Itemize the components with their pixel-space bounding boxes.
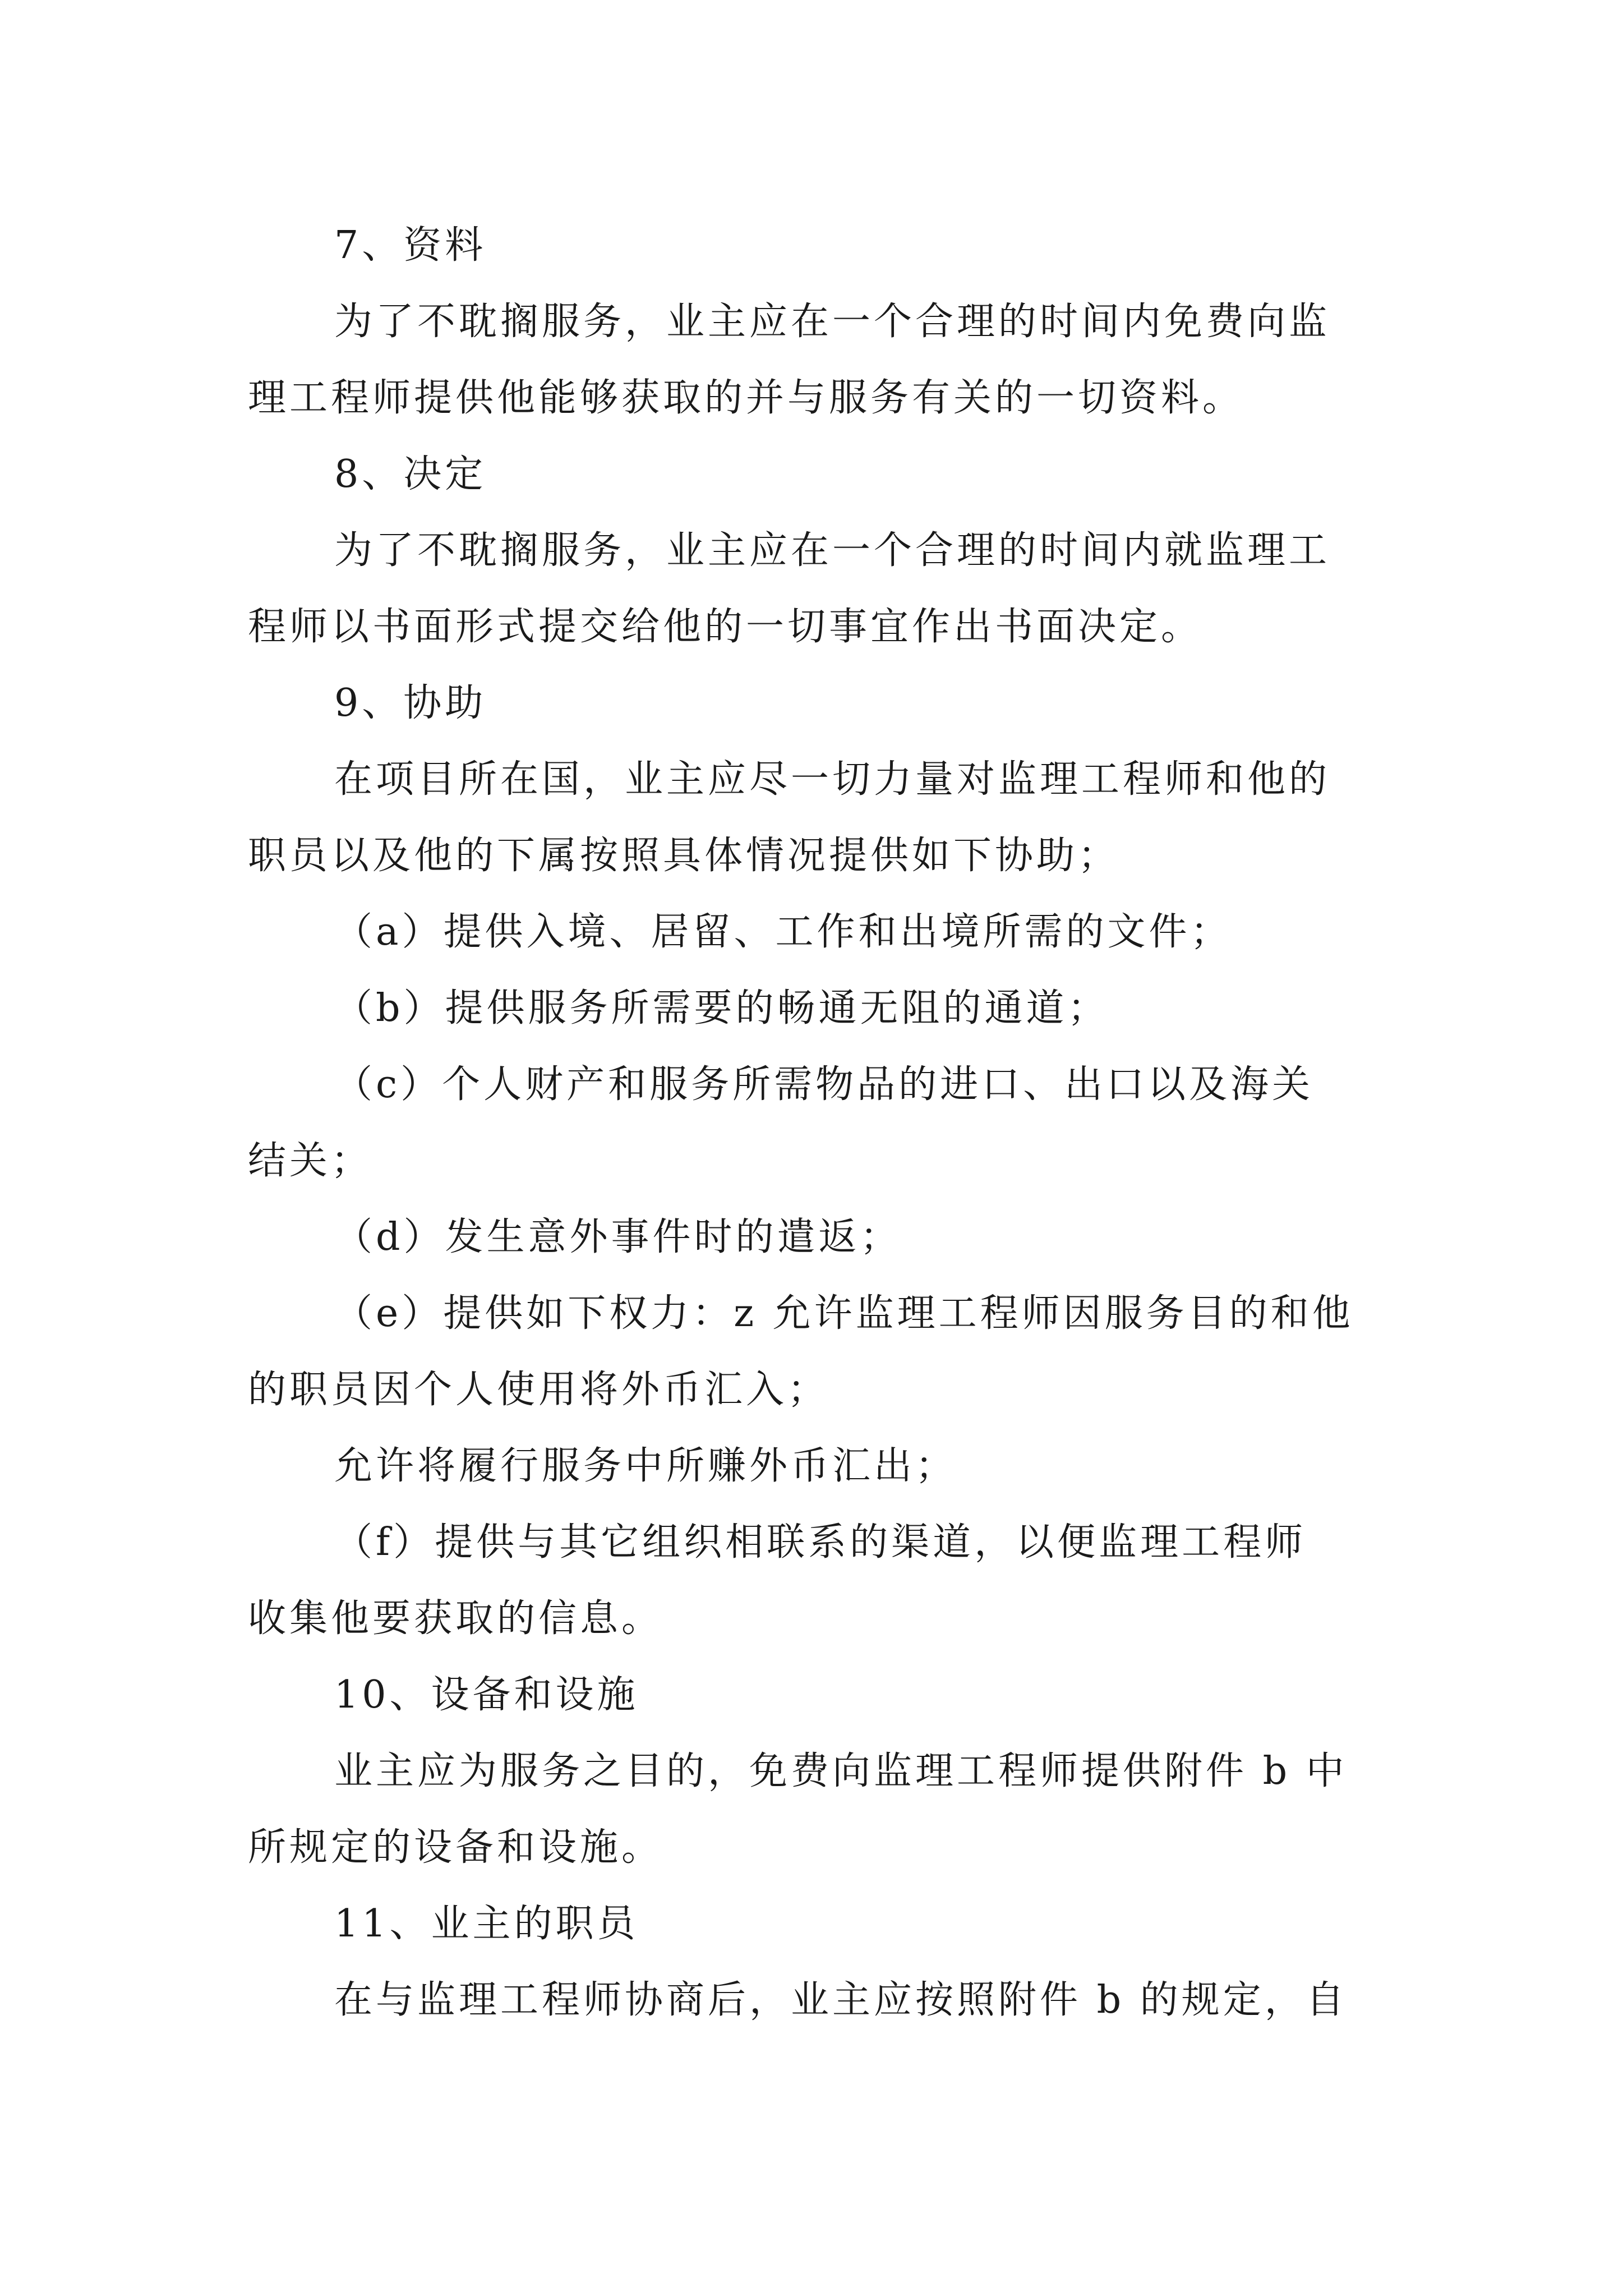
section-heading-8: 8、决定 <box>334 452 487 496</box>
paragraph-line: 收集他要获取的信息。 <box>248 1596 663 1641</box>
section-heading-10: 10、设备和设施 <box>334 1673 639 1717</box>
list-item-b: （b）提供服务所需要的畅通无阻的通道； <box>334 986 1109 1030</box>
paragraph-line: 在与监理工程师协商后，业主应按照附件 b 的规定，自 <box>334 1978 1348 2022</box>
paragraph-line: 为了不耽搁服务，业主应在一个合理的时间内免费向监 <box>334 300 1331 344</box>
paragraph-line: 允许将履行服务中所赚外币汇出； <box>334 1444 957 1488</box>
list-item-f: （f）提供与其它组织相联系的渠道，以便监理工程师 <box>334 1520 1307 1565</box>
section-heading-7: 7、资料 <box>334 223 487 268</box>
list-item-d: （d）发生意外事件时的遣返； <box>334 1215 902 1259</box>
body-text <box>248 208 1386 2039</box>
list-item-e: （e）提供如下权力：z 允许监理工程师因服务目的和他 <box>334 1291 1354 1336</box>
list-item-c: （c）个人财产和服务所需物品的进口、出口以及海关 <box>334 1062 1314 1107</box>
paragraph-line: 为了不耽搁服务，业主应在一个合理的时间内就监理工 <box>334 528 1331 573</box>
paragraph-line: 程师以书面形式提交给他的一切事宜作出书面决定。 <box>248 605 1203 649</box>
list-item-a: （a）提供入境、居留、工作和出境所需的文件； <box>334 910 1232 954</box>
paragraph-line: 在项目所在国，业主应尽一切力量对监理工程师和他的 <box>334 757 1331 802</box>
paragraph-line: 业主应为服务之目的，免费向监理工程师提供附件 b 中 <box>334 1749 1348 1793</box>
paragraph-line: 理工程师提供他能够获取的并与服务有关的一切资料。 <box>248 376 1244 420</box>
paragraph-line: 的职员因个人使用将外币汇入； <box>248 1368 829 1412</box>
paragraph-line: 结关； <box>248 1139 373 1183</box>
paragraph-line: 职员以及他的下属按照具体情况提供如下协助； <box>248 834 1120 878</box>
section-heading-9: 9、协助 <box>334 681 487 725</box>
section-heading-11: 11、业主的职员 <box>334 1902 639 1946</box>
paragraph-line: 所规定的设备和设施。 <box>248 1825 663 1870</box>
